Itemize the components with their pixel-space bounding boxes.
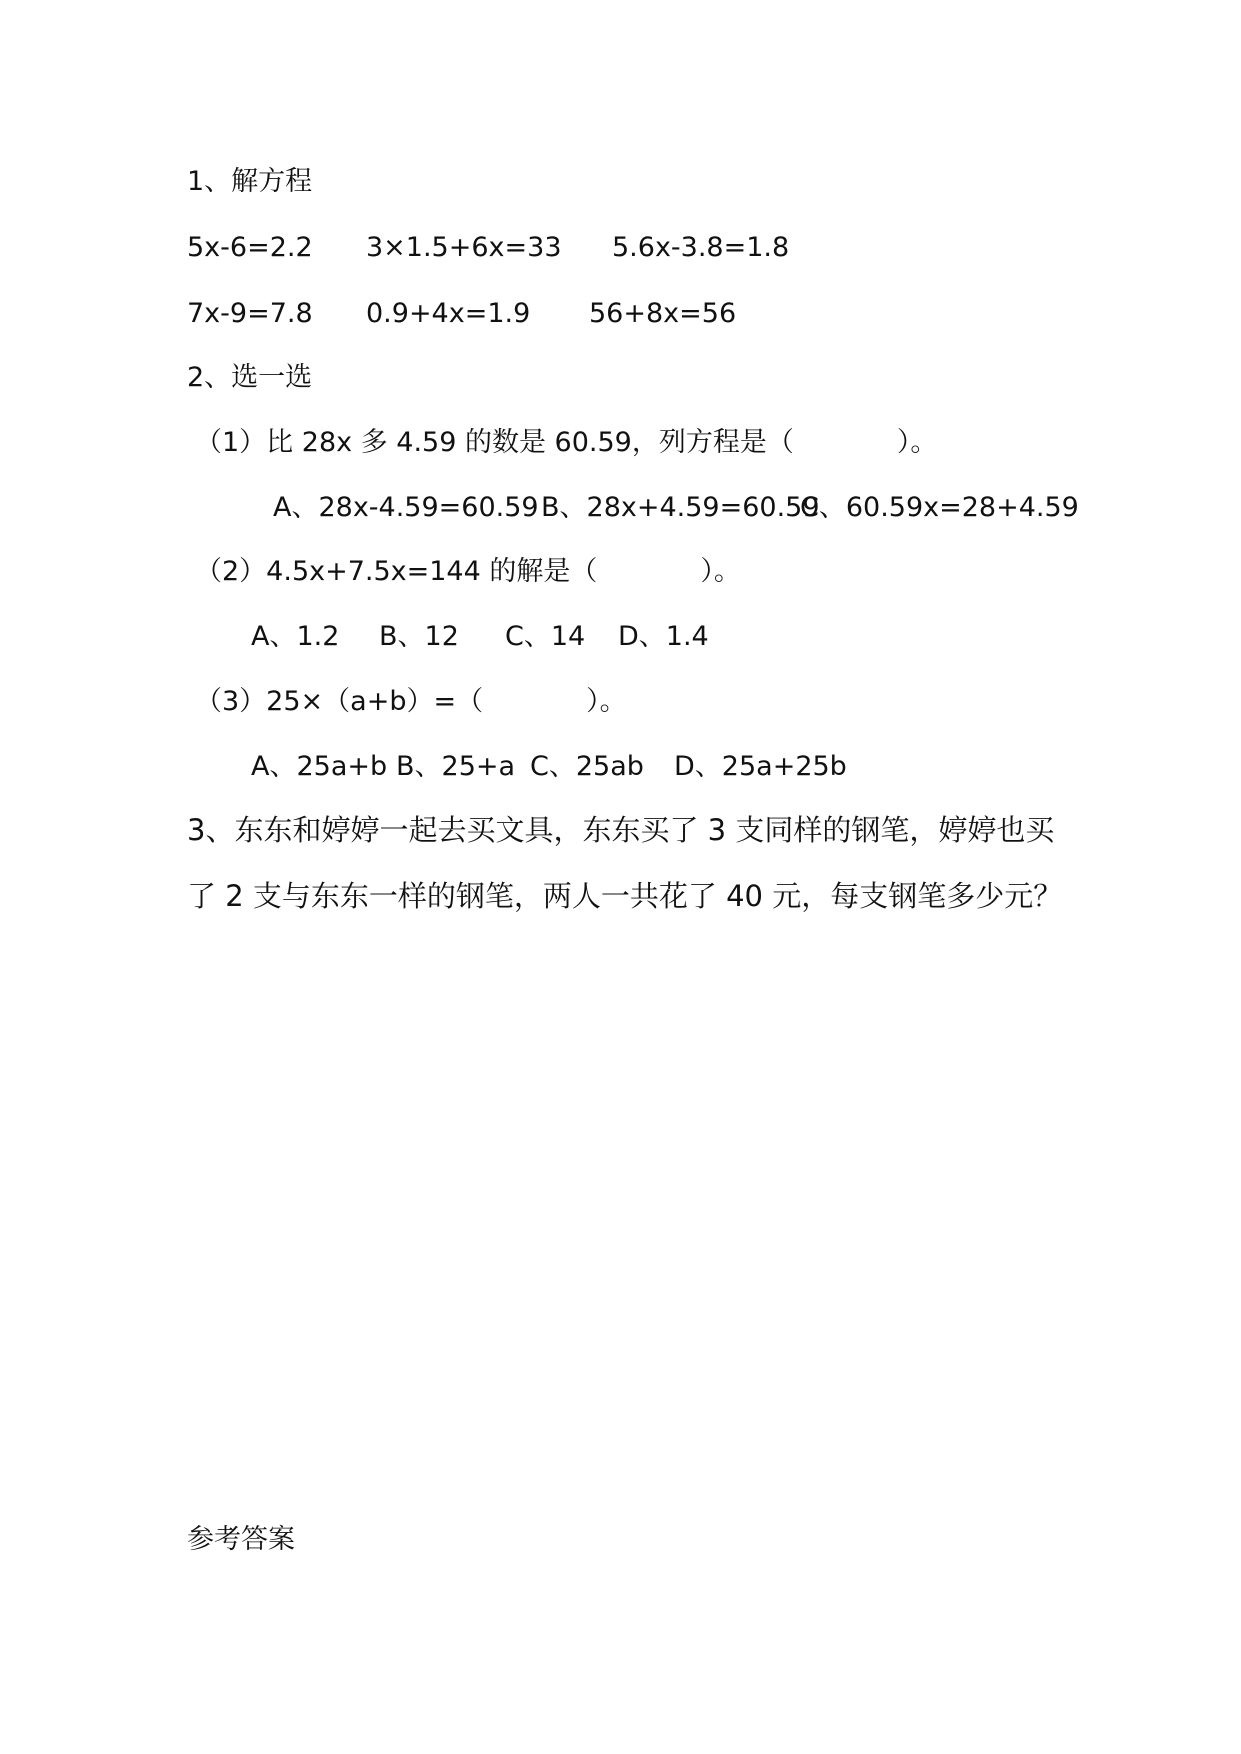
q1-option-b: B、28x+4.59=60.59: [541, 492, 820, 523]
equation-2: 3×1.5+6x=33: [366, 232, 562, 263]
q1-option-a: A、28x-4.59=60.59: [273, 492, 539, 523]
equation-6: 56+8x=56: [589, 298, 737, 329]
section2-heading: 2、选一选: [187, 362, 313, 393]
q3-option-a: A、25a+b: [251, 751, 388, 782]
equation-4: 7x-9=7.8: [187, 298, 313, 329]
q1-option-c: C、60.59x=28+4.59: [800, 492, 1079, 523]
q3-option-b: B、25+a: [396, 751, 516, 782]
q2-stem: （2）4.5x+7.5x=144 的解是（ ）。: [195, 556, 741, 587]
q3-option-d: D、25a+25b: [674, 751, 847, 782]
answers-heading: 参考答案: [187, 1524, 295, 1555]
q2-option-b: B、12: [379, 621, 459, 652]
q2-option-d: D、1.4: [618, 621, 709, 652]
section3-line-2: 了 2 支与东东一样的钢笔，两人一共花了 40 元，每支钢笔多少元？: [187, 879, 1063, 913]
q2-option-c: C、14: [505, 621, 586, 652]
q3-option-c: C、25ab: [530, 751, 644, 782]
section1-heading: 1、解方程: [187, 166, 313, 197]
q3-stem: （3）25×（a+b）=（ ）。: [195, 686, 627, 717]
q2-option-a: A、1.2: [251, 621, 340, 652]
equation-3: 5.6x-3.8=1.8: [612, 232, 790, 263]
equation-1: 5x-6=2.2: [187, 232, 313, 263]
equation-5: 0.9+4x=1.9: [366, 298, 531, 329]
q1-stem: （1）比 28x 多 4.59 的数是 60.59，列方程是（ ）。: [195, 427, 938, 458]
section3-line-1: 3、东东和婷婷一起去买文具，东东买了 3 支同样的钢笔，婷婷也买: [187, 813, 1055, 847]
